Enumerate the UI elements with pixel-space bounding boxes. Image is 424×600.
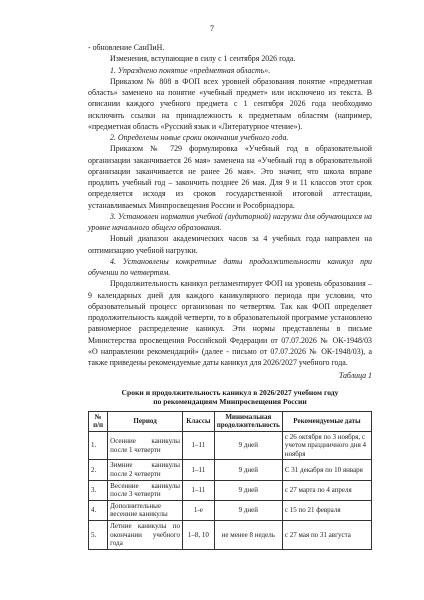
row-duration: не менее 8 недель bbox=[214, 521, 282, 550]
table-label: Таблица 1 bbox=[338, 371, 372, 381]
row-duration: 9 дней bbox=[214, 431, 282, 460]
section-heading: 3. Установлен норматив учебной (аудиторной) нагрузки для обучающихся на уровне начального общего образования. bbox=[88, 211, 372, 232]
row-number: 3. bbox=[89, 480, 108, 500]
section-heading: 2. Определены новые сроки окончания учебного года. bbox=[110, 133, 289, 142]
section-heading: 1. Упразднено понятие «предметная область». bbox=[110, 65, 271, 75]
paragraph: Изменения, вступающие в силу с 1 сентября 2026 года. bbox=[110, 54, 296, 64]
row-number: 4. bbox=[89, 500, 108, 520]
paragraph: Новый диапазон академических часов за 4 учебных года направлен на оптимизацию учебной нагрузки. bbox=[88, 234, 372, 255]
row-duration: 9 дней bbox=[214, 460, 282, 480]
row-grades: 1–11 bbox=[183, 460, 215, 480]
row-duration: 9 дней bbox=[214, 480, 282, 500]
paragraph: Продолжительность каникул регламентирует ФОП на уровень образования – 9 календарных дней для каждого каникулярного периода при условии, что образовательный процесс организован по четвертям. Так как ФОП определяет продолжительность каждой четверти, то в образовательной программе установлено равномерное распределение каникул. Эти нормы представлены в письме Министерства просвещения Российской Федерации от 07.07.2026 № ОК-1948/03 «О направлении рекомендаций» (далее - письмо от 07.07.2026 № ОК-1948/03), а также приведены рекомендуемые даты каникул для 2026/2027 учебного года. bbox=[88, 279, 372, 367]
table-row bbox=[89, 480, 372, 500]
column-header-num: № п/п bbox=[89, 411, 108, 431]
column-header-grades: Классы bbox=[183, 411, 215, 431]
row-grades: 1–11 bbox=[183, 431, 215, 460]
table-caption bbox=[88, 388, 372, 407]
row-dates: с 27 мая по 31 августа bbox=[282, 521, 371, 550]
row-period: Дополнительные весенние каникулы bbox=[108, 500, 183, 520]
row-number: 5. bbox=[89, 521, 108, 550]
row-number: 1. bbox=[89, 431, 108, 460]
paragraph: Приказом № 808 в ФОП всех уровней образования понятие «предметная область» заменено на понятие «учебный предмет» или исключено из текста. В описании каждого учебного предмета с 1 сентября 2026 года необходимо исключить ссылки на принадлежность к предметным областям (например, «предметная область «Русский язык и «Литературное чтение»). bbox=[88, 76, 372, 131]
table-row bbox=[89, 460, 372, 480]
row-period: Осенние каникулы после 1 четверти bbox=[108, 431, 183, 460]
page-number: 7 bbox=[209, 23, 215, 33]
row-grades: 1-е bbox=[183, 500, 215, 520]
row-grades: 1–8, 10 bbox=[183, 521, 215, 550]
table-row bbox=[89, 500, 372, 520]
table-caption-line: по рекомендациям Минпросвещения России bbox=[153, 397, 307, 406]
table-header-row bbox=[89, 411, 372, 431]
column-header-duration: Минимальная продолжительность bbox=[214, 411, 282, 431]
row-duration: 9 дней bbox=[214, 500, 282, 520]
row-period: Летние каникулы по окончании учебного года bbox=[108, 521, 183, 550]
row-period: Зимние каникулы после 2 четверти bbox=[108, 460, 183, 480]
row-number: 2. bbox=[89, 460, 108, 480]
row-grades: 1–11 bbox=[183, 480, 215, 500]
table-row bbox=[89, 431, 372, 460]
row-dates: с 15 по 21 февраля bbox=[282, 500, 371, 520]
holiday-schedule-table bbox=[88, 411, 372, 550]
row-dates: С 31 декабря по 10 января bbox=[282, 460, 371, 480]
column-header-period: Период bbox=[108, 411, 183, 431]
table-caption-line: Сроки и продолжительность каникул в 2026/2027 учебном году bbox=[121, 387, 339, 397]
row-dates: с 26 октября по 3 ноября, с учетом праздничного дня 4 ноября bbox=[282, 431, 371, 460]
section-heading: 4. Установлены конкретные даты продолжительности каникул при обучении по четвертям. bbox=[88, 256, 372, 277]
table-row bbox=[89, 521, 372, 550]
paragraph: - обновление СанПиН. bbox=[88, 43, 165, 52]
row-dates: с 27 марта по 4 апреля bbox=[282, 480, 371, 500]
row-period: Весенние каникулы после 3 четверти bbox=[108, 480, 183, 500]
document-body bbox=[88, 42, 372, 550]
column-header-dates: Рекомендуемые даты bbox=[282, 411, 371, 431]
paragraph: Приказом № 729 формулировка «Учебный год в образовательной организации заканчивается 26 мая» заменена на «Учебный год в образовательной организации заканчивается не ранее 26 мая». Это значит, что школа вправе продлить учебный год – закончить позднее 26 мая. Для 9 и 11 классов этот срок определяется исходя из сроков государственной итоговой аттестации, устанавливаемых Минпросвещения России и Рособрнадзора. bbox=[88, 144, 372, 210]
